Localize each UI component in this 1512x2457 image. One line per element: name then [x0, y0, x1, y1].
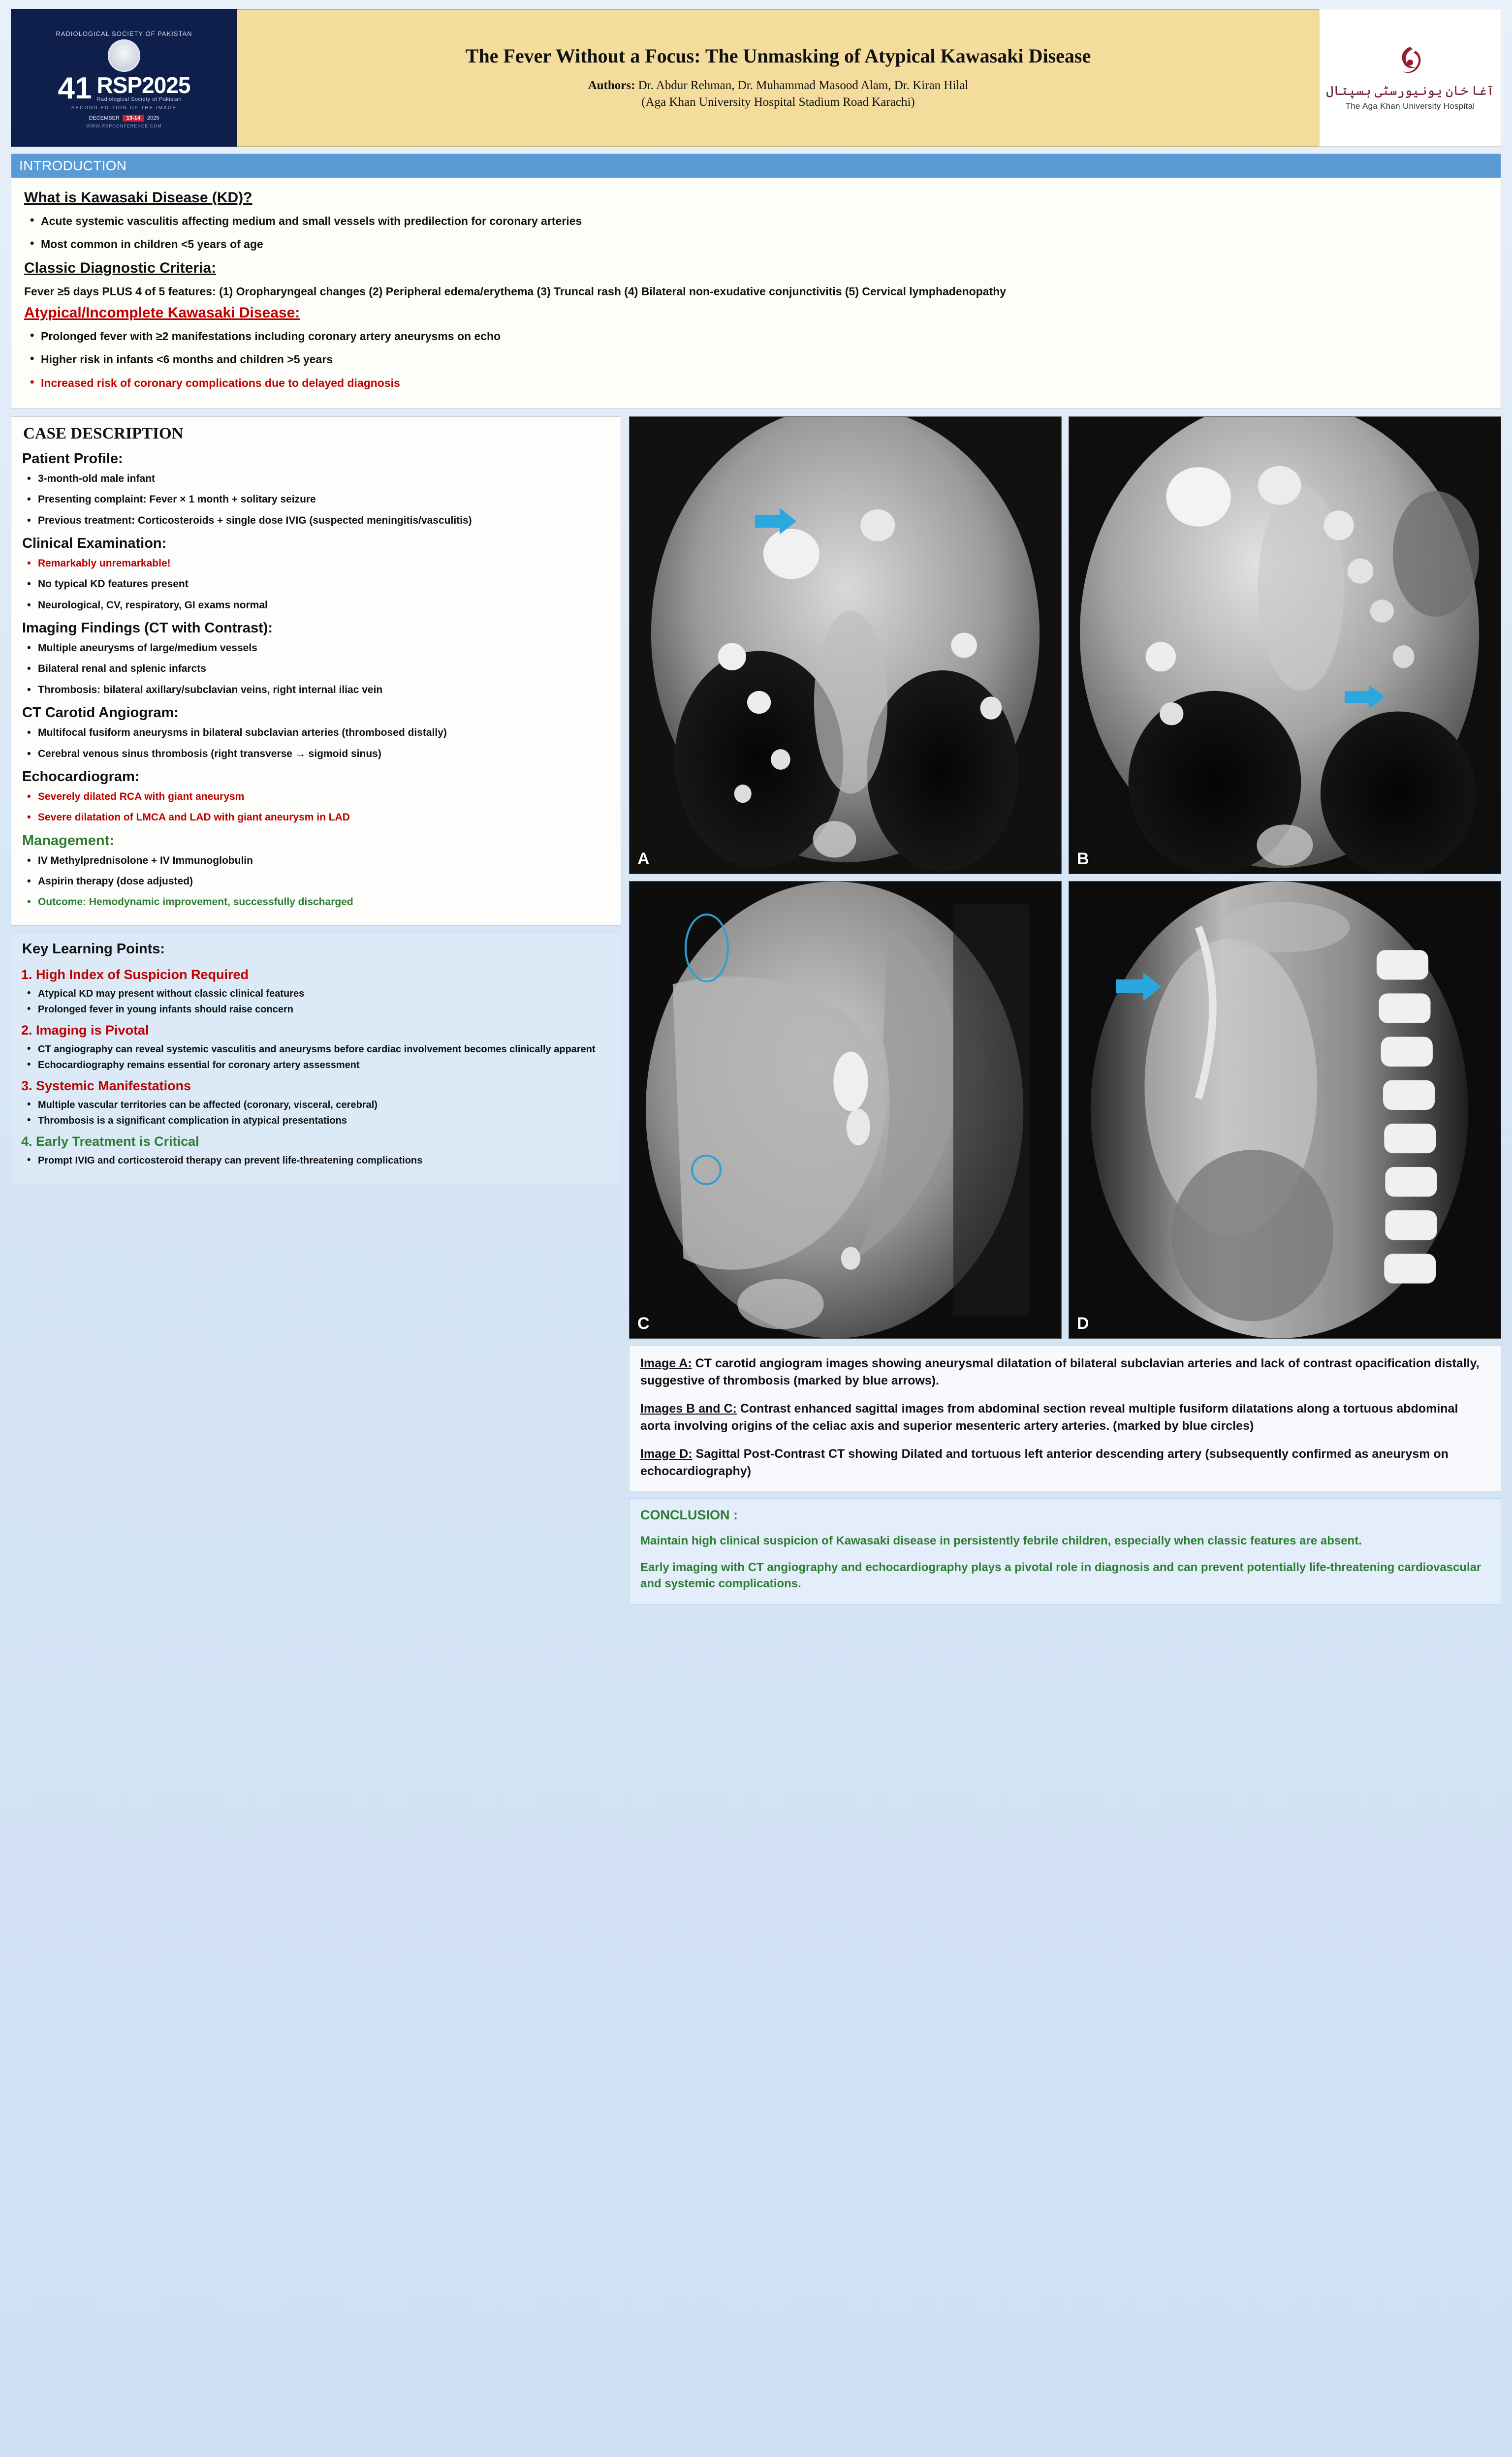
list-item: • Thrombosis: bilateral axillary/subclavian veins, right internal iliac vein [21, 683, 611, 697]
conference-date-year: 2025 [147, 115, 159, 121]
conference-date-days: 13-14 [123, 115, 144, 122]
list-item: • Multiple vascular territories can be affected (coronary, visceral, cerebral) [21, 1099, 611, 1111]
conference-top-line: RADIOLOGICAL SOCIETY OF PAKISTAN [56, 30, 192, 38]
intro-bullets-definition [24, 213, 1488, 253]
list-item: • Echocardiography remains essential for coronary artery assessment [21, 1059, 611, 1071]
case-list-clinical-exam [21, 557, 611, 612]
conference-logo-block [11, 9, 237, 147]
conference-society-name: Radiological Society of Pakistan [96, 96, 182, 102]
key-learning-bullets [21, 1154, 611, 1167]
case-heading-echocardiogram: Echocardiogram: [22, 768, 140, 785]
aku-logo-urdu: آغا خان یونیورسٹی ہسپتال [1326, 83, 1494, 98]
aku-logo-english: The Aga Khan University Hospital [1345, 101, 1475, 111]
caption-text: Sagittal Post-Contrast CT showing Dilated and tortuous left anterior descending artery (subsequently confirmed as aneurysm on echocardiography) [640, 1447, 1449, 1479]
conference-logo-main [58, 71, 190, 106]
conclusion-title: CONCLUSION : [640, 1508, 738, 1523]
ct-image-c [629, 881, 1062, 1339]
case-list-patient-profile [21, 472, 611, 528]
list-item: • 3-month-old male infant [21, 472, 611, 486]
conference-tagline: SECOND EDITION OF THE IMAGE [71, 105, 177, 111]
caption-images-b-c [640, 1400, 1490, 1435]
list-item: • Thrombosis is a significant complication in atypical presentations [21, 1114, 611, 1127]
list-item: • CT angiography can reveal systemic vasculitis and aneurysms before cardiac involvement becomes clinically apparent [21, 1043, 611, 1056]
key-learning-bullets [21, 987, 611, 1016]
list-item-warning: • Increased risk of coronary complications due to delayed diagnosis [24, 375, 1488, 391]
key-learning-points-section [11, 933, 621, 1184]
list-item: • Remarkably unremarkable! [21, 557, 611, 570]
list-item: • Most common in children <5 years of age [24, 236, 1488, 252]
conference-website: WWW.RSPCONFERENCE.COM [86, 123, 162, 128]
key-learning-heading: 2. Imaging is Pivotal [21, 1022, 149, 1038]
list-item: • Severe dilatation of LMCA and LAD with giant aneurysm in LAD [21, 811, 611, 824]
conference-seal-icon [108, 39, 140, 72]
ct-image-grid [629, 416, 1501, 1339]
list-item: • Neurological, CV, respiratory, GI exams normal [21, 598, 611, 612]
case-heading-imaging-findings: Imaging Findings (CT with Contrast): [22, 620, 273, 636]
authors-label: Authors: [588, 79, 635, 93]
key-learning-bullets [21, 1043, 611, 1071]
conference-date-month: DECEMBER [89, 115, 120, 121]
key-learning-item-3 [21, 1078, 611, 1127]
list-item: • Presenting complaint: Fever × 1 month + solitary seizure [21, 493, 611, 506]
list-item: • Multiple aneurysms of large/medium vessels [21, 641, 611, 655]
case-description-section [11, 416, 621, 926]
conference-year: 2025 [142, 72, 190, 98]
key-learning-points-title: Key Learning Points: [22, 941, 165, 957]
case-list-management [21, 854, 611, 910]
ct-image-c-label: C [637, 1314, 650, 1333]
conclusion-section [629, 1498, 1501, 1605]
ct-image-a-label: A [637, 850, 650, 869]
ct-image-d-label: D [1077, 1314, 1089, 1333]
list-item: • IV Methylprednisolone + IV Immunoglobulin [21, 854, 611, 868]
intro-heading-criteria: Classic Diagnostic Criteria: [24, 259, 217, 276]
ct-image-b-label: B [1077, 850, 1089, 869]
intro-bullets-atypical [24, 328, 1488, 391]
ct-image-b [1069, 416, 1501, 874]
list-item: • Multifocal fusiform aneurysms in bilateral subclavian arteries (thrombosed distally) [21, 726, 611, 740]
key-learning-bullets [21, 1099, 611, 1127]
list-item: • Aspirin therapy (dose adjusted) [21, 875, 611, 888]
authors-line [588, 77, 969, 94]
intro-heading-what-is-kd: What is Kawasaki Disease (KD)? [24, 189, 252, 206]
title-block [237, 9, 1319, 147]
case-description-title: CASE DESCRIPTION [23, 425, 184, 443]
conference-date [89, 115, 159, 122]
list-item: • Acute systemic vasculitis affecting medium and small vessels with predilection for coronary arteries [24, 213, 1488, 229]
left-column [11, 416, 621, 1184]
caption-text: Contrast enhanced sagittal images from abdominal section reveal multiple fusiform dilatations along a tortuous abdominal aorta involving origins of the celiac axis and superior mesenteric artery arteries. (marked by blue circles) [640, 1402, 1458, 1433]
list-item: • Severely dilated RCA with giant aneurysm [21, 790, 611, 804]
list-item: • Higher risk in infants <6 months and children >5 years [24, 351, 1488, 368]
introduction-band: INTRODUCTION [11, 154, 1501, 178]
caption-lead: Image D: [640, 1447, 693, 1461]
page-title: The Fever Without a Focus: The Unmasking of Atypical Kawasaki Disease [465, 45, 1091, 67]
key-learning-heading: 3. Systemic Manifestations [21, 1078, 191, 1093]
ct-image-a [629, 416, 1062, 874]
case-heading-patient-profile: Patient Profile: [22, 451, 123, 467]
aku-logo-icon [1389, 45, 1431, 80]
key-learning-heading: 1. High Index of Suspicion Required [21, 967, 249, 982]
caption-image-a [640, 1355, 1490, 1389]
key-learning-item-1 [21, 967, 611, 1016]
key-learning-item-4 [21, 1134, 611, 1167]
conclusion-paragraph-2: Early imaging with CT angiography and echocardiography plays a pivotal role in diagnosis and can prevent potentially life-threatening cardiovascular and systemic complications. [640, 1560, 1481, 1591]
blue-circle-marker-large [685, 914, 729, 982]
main-content [11, 416, 1501, 1605]
list-item: • Cerebral venous sinus thrombosis (right transverse → sigmoid sinus) [21, 747, 611, 761]
intro-criteria-text: Fever ≥5 days PLUS 4 of 5 features: (1) Oropharyngeal changes (2) Peripheral edema/erythema (3) Truncal rash (4) Bilateral non-exudative conjunctivitis (5) Cervical lymphadenopathy [24, 284, 1007, 298]
blue-circle-marker-small [691, 1155, 722, 1185]
intro-heading-atypical: Atypical/Incomplete Kawasaki Disease: [24, 305, 300, 321]
case-heading-ct-carotid: CT Carotid Angiogram: [22, 705, 179, 721]
authors-names: Dr. Abdur Rehman, Dr. Muhammad Masood Alam, Dr. Kiran Hilal [638, 79, 969, 93]
institution-logo-block [1319, 9, 1501, 147]
case-heading-clinical-exam: Clinical Examination: [22, 536, 167, 552]
key-learning-heading: 4. Early Treatment is Critical [21, 1134, 199, 1149]
list-item: • Outcome: Hemodynamic improvement, successfully discharged [21, 895, 611, 909]
case-list-ct-carotid [21, 726, 611, 761]
case-heading-management: Management: [22, 832, 114, 849]
conference-acronym: RSP [96, 72, 142, 98]
caption-text: CT carotid angiogram images showing aneurysmal dilatation of bilateral subclavian arteries and lack of contrast opacification distally, suggestive of thrombosis (marked by blue arrows). [640, 1356, 1480, 1388]
case-list-imaging-findings [21, 641, 611, 697]
poster-header [11, 9, 1501, 147]
right-column [629, 416, 1501, 1605]
conclusion-paragraph-1: Maintain high clinical suspicion of Kawasaki disease in persistently febrile children, especially when classic features are absent. [640, 1534, 1362, 1548]
caption-lead: Images B and C: [640, 1402, 737, 1416]
image-captions-section [629, 1346, 1501, 1491]
list-item: • Prolonged fever with ≥2 manifestations including coronary artery aneurysms on echo [24, 328, 1488, 345]
affiliation-line: (Aga Khan University Hospital Stadium Road Karachi) [641, 95, 915, 109]
caption-image-d [640, 1446, 1490, 1480]
introduction-section [11, 154, 1501, 409]
list-item: • Bilateral renal and splenic infarcts [21, 662, 611, 676]
list-item: • Prompt IVIG and corticosteroid therapy can prevent life-threatening complications [21, 1154, 611, 1167]
case-list-echocardiogram [21, 790, 611, 825]
list-item: • Prolonged fever in young infants should raise concern [21, 1003, 611, 1016]
list-item: • No typical KD features present [21, 577, 611, 591]
conference-edition-number: 41 [58, 71, 92, 106]
list-item: • Previous treatment: Corticosteroids + single dose IVIG (suspected meningitis/vasculitis) [21, 514, 611, 528]
caption-lead: Image A: [640, 1356, 692, 1371]
ct-image-d [1069, 881, 1501, 1339]
list-item: • Atypical KD may present without classic clinical features [21, 987, 611, 1000]
key-learning-item-2 [21, 1023, 611, 1071]
